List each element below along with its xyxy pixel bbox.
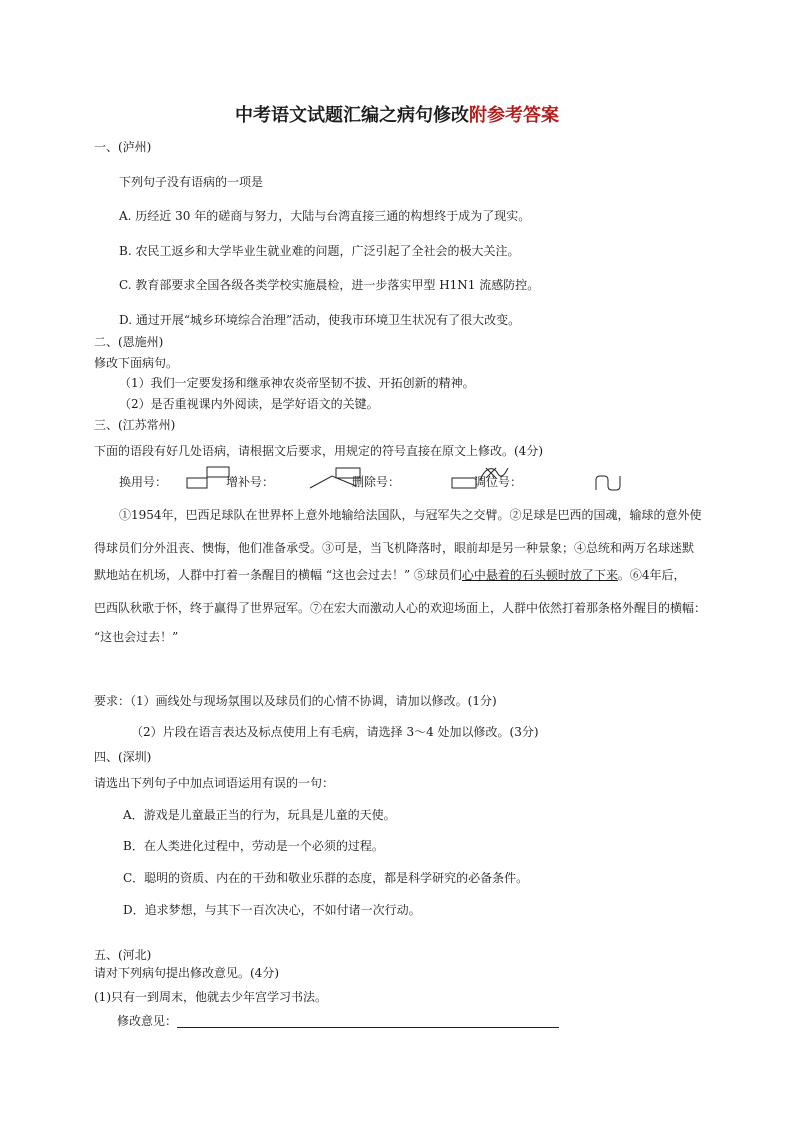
q2-prompt: 修改下面病句。 bbox=[94, 356, 179, 370]
q3-passage-line-2: 得球员们分外沮丧、懊悔，他们准备承受。③可是，当飞机降落时，眼前却是另一种景象；④总统和两万名球迷默 bbox=[94, 541, 695, 555]
q3-heading: 三、(江苏常州) bbox=[94, 418, 176, 432]
q5-heading: 五、(河北) bbox=[94, 948, 152, 962]
q1-option-c: C. 教育部要求全国各级各类学校实施晨检，进一步落实甲型 H1N1 流感防控。 bbox=[119, 278, 540, 292]
q4-heading: 四、(深圳) bbox=[94, 750, 152, 764]
q3-passage-line-5: “这也会过去！” bbox=[94, 630, 179, 644]
q4-option-a: A．游戏是儿童最正当的行为，玩具是儿童的天使。 bbox=[123, 808, 396, 822]
passage-line-3-start: 默地站在机场，人群中打着一条醒目的横幅 “这也会过去！” ⑤球员们 bbox=[94, 568, 462, 582]
q5-item-1: (1)只有一到周末，他就去少年宫学习书法。 bbox=[94, 990, 327, 1004]
q1-option-a: A. 历经近 30 年的磋商与努力，大陆与台湾直接三通的构想终于成为了现实。 bbox=[119, 209, 531, 223]
q3-passage-line-3 bbox=[94, 568, 686, 582]
q2-heading: 二、(恩施州) bbox=[94, 335, 164, 349]
q2-item-2: （2）是否重视课内外阅读，是学好语文的关键。 bbox=[119, 397, 379, 411]
symbol-insert-label: 增补号： bbox=[226, 475, 275, 489]
q2-item-1: （1）我们一定要发扬和继承神农炎帝坚韧不拔、开拓创新的精神。 bbox=[119, 376, 475, 390]
symbol-delete-label: 删除号： bbox=[352, 475, 401, 489]
q3-requirement-2: （2）片段在语言表达及标点使用上有毛病，请选择 3～4 处加以修改。(3分) bbox=[131, 725, 539, 739]
reorder-mark-icon bbox=[594, 474, 626, 492]
symbol-swap-label: 调位号： bbox=[474, 475, 523, 489]
q3-requirement-1: 要求：（1）画线处与现场氛围以及球员们的心情不协调，请加以修改。(1分) bbox=[94, 694, 497, 708]
q4-option-c: C．聪明的资质、内在的干劲和敬业乐群的态度，都是科学研究的必备条件。 bbox=[123, 871, 529, 885]
q1-option-b: B. 农民工返乡和大学毕业生就业难的问题，广泛引起了全社会的极大关注。 bbox=[119, 244, 520, 258]
q3-passage-line-4: 巴西队秋歌于怀，终于赢得了世界冠军。⑦在宏大而激动人心的欢迎场面上，人群中依然打着那条格外醒目的横幅： bbox=[94, 601, 707, 615]
title-main: 中考语文试题汇编之病句修改 bbox=[235, 105, 469, 126]
underlined-phrase: 心中悬着的石头顿时放了下来 bbox=[461, 568, 618, 582]
q1-prompt: 下列句子没有语病的一项是 bbox=[119, 175, 264, 189]
q5-prompt: 请对下列病句提出修改意见。(4分) bbox=[94, 966, 279, 980]
q4-prompt: 请选出下列句子中加点词语运用有误的一句： bbox=[94, 776, 335, 790]
q4-option-d: D．追求梦想，与其下一百次决心，不如付诸一次行动。 bbox=[123, 903, 421, 917]
q1-heading: 一、(泸州) bbox=[94, 140, 152, 154]
title-accent: 附参考答案 bbox=[469, 105, 559, 126]
q3-passage-line-1: ①1954年，巴西足球队在世界杯上意外地输给法国队，与冠军失之交臂。②足球是巴西的国魂，输球的意外使 bbox=[119, 508, 702, 522]
answer-label: 修改意见： bbox=[117, 1014, 178, 1028]
answer-blank-line[interactable] bbox=[177, 1015, 559, 1028]
q5-answer-row bbox=[117, 1014, 559, 1028]
passage-line-3-end: 。⑥4年后， bbox=[617, 568, 686, 582]
q4-option-b: B．在人类进化过程中，劳动是一个必须的过程。 bbox=[123, 839, 384, 853]
page-title bbox=[0, 104, 794, 128]
symbol-replace-label: 换用号： bbox=[119, 475, 168, 489]
q3-prompt: 下面的语段有好几处语病，请根据文后要求，用规定的符号直接在原文上修改。(4分) bbox=[94, 444, 544, 458]
q1-option-d: D. 通过开展“城乡环境综合治理”活动，使我市环境卫生状况有了很大改变。 bbox=[119, 313, 521, 327]
